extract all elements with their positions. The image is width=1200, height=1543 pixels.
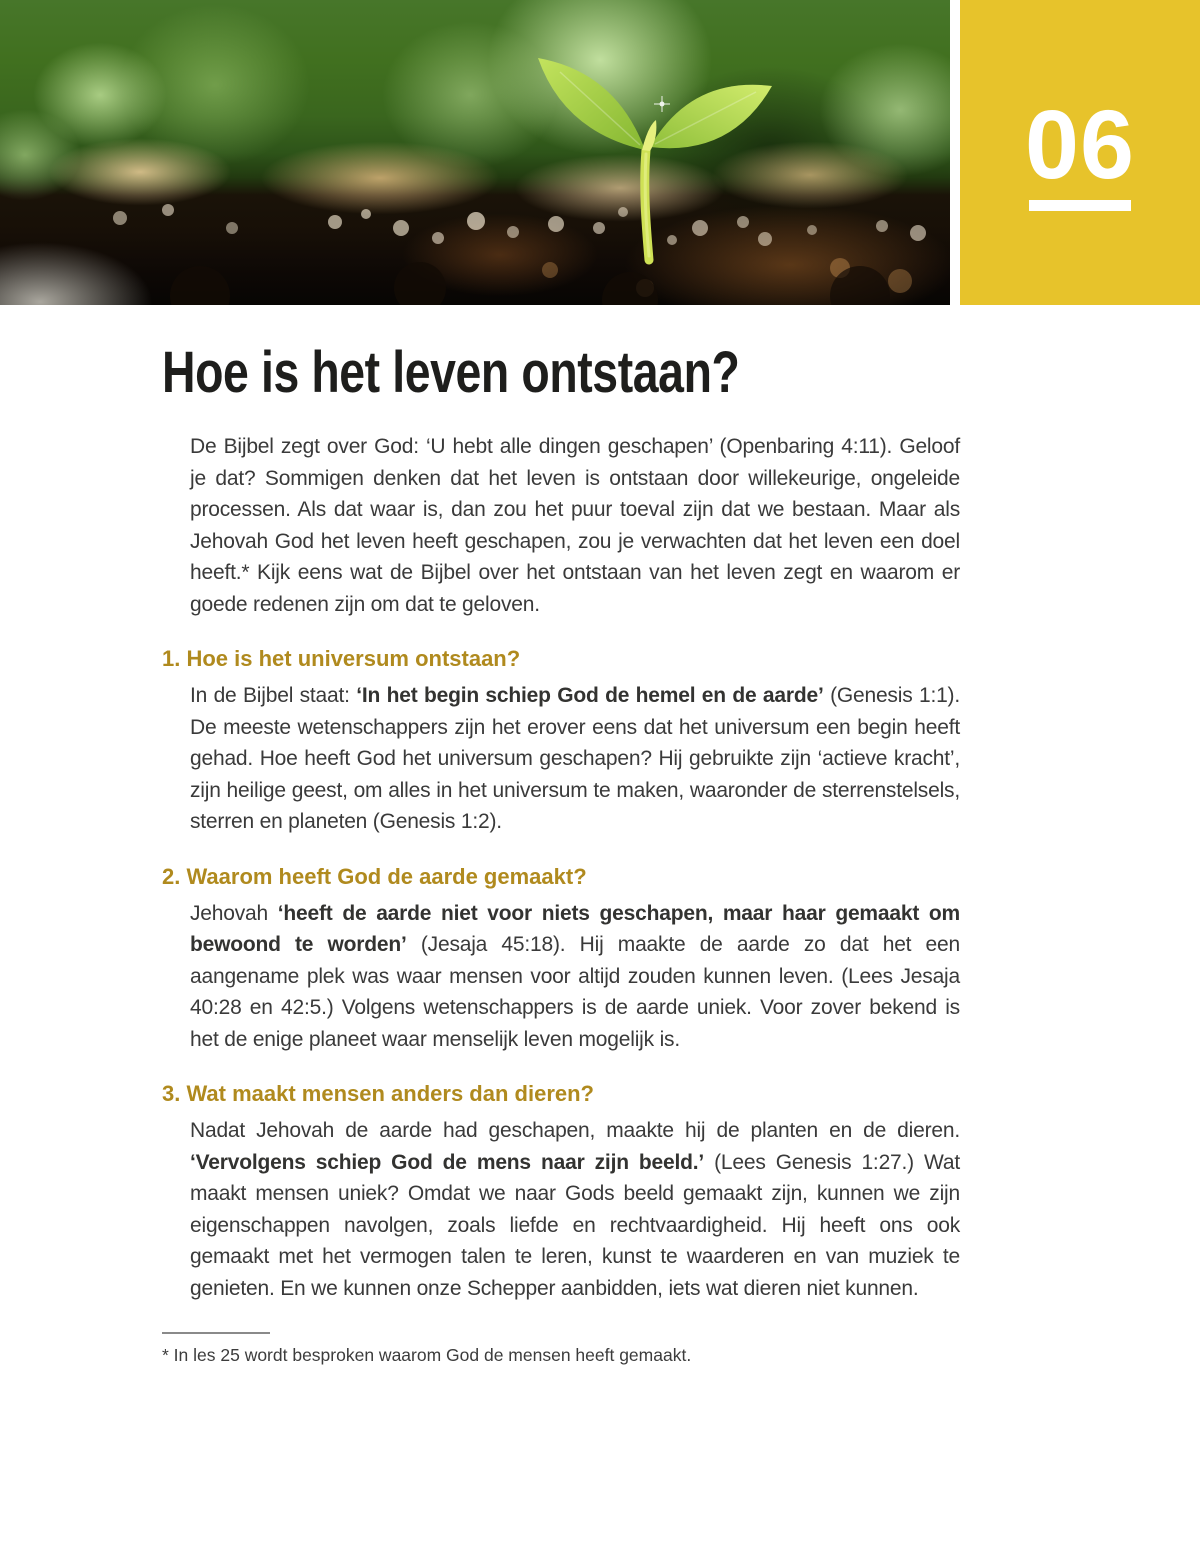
hero [0, 0, 1200, 305]
intro-paragraph: De Bijbel zegt over God: ‘U hebt alle dingen geschapen’ (Openbaring 4:11). Geloof je dat? Sommigen denken dat het leven is ontstaan door willekeurige, ongeleide processen. Als dat waar is, dan zou het puur toeval zijn dat we bestaan. Maar als Jehovah God het leven heeft geschapen, zou je verwachten dat het leven een doel heeft.* Kijk eens wat de Bijbel over het ontstaan van het leven zegt en waarom er goede redenen zijn om dat te geloven. [190, 435, 960, 616]
section-1-paragraph: In de Bijbel staat: ‘In het begin schiep God de hemel en de aarde’ (Genesis 1:1). De meeste wetenschappers zijn het erover eens dat het universum een begin heeft gehad. Hoe heeft God het universum geschapen? Hij gebruikte zijn ‘actieve kracht’, zijn heilige geest, om alles in het universum te maken, waaronder de sterrenstelsels, sterren en planeten (Genesis 1:2). [190, 684, 960, 833]
footnote-divider [162, 1332, 270, 1334]
section-1 [162, 645, 960, 838]
soil-clumps [170, 262, 890, 305]
footnote-text: * In les 25 wordt besproken waarom God de mensen heeft gemaakt. [162, 1345, 692, 1365]
lesson-number: 06 [1025, 90, 1135, 199]
section-3-heading: 3. Wat maakt mensen anders dan dieren? [162, 1081, 594, 1106]
lesson-number-underline [1029, 200, 1131, 211]
hero-photo-seedling [0, 0, 950, 305]
article [0, 305, 1200, 1367]
lesson-number-badge [960, 0, 1200, 305]
page-title: Hoe is het leven ontstaan? [162, 340, 740, 405]
light-glint [654, 96, 670, 112]
section-1-heading: 1. Hoe is het universum ontstaan? [162, 646, 521, 671]
section-2-heading: 2. Waarom heeft God de aarde gemaakt? [162, 863, 587, 889]
bokeh-dots [113, 204, 926, 246]
section-2-paragraph: Jehovah ‘heeft de aarde niet voor niets geschapen, maar haar gemaakt om bewoond te worden’ (Jesaja 45:18). Hij maakte de aarde zo dat het een aangename plek was waar mensen voor altijd zouden kunnen leven. (Lees Jesaja 40:28 en 42:5.) Volgens wetenschappers is de aarde uniek. Voor zover bekend is het de enige planeet waar menselijk leven mogelijk is. [190, 901, 960, 1051]
section-3 [162, 1080, 960, 1304]
seedling-leaf-right [650, 85, 772, 148]
seedling-illustration [0, 0, 950, 305]
section-2 [162, 863, 960, 1056]
section-3-paragraph: Nadat Jehovah de aarde had geschapen, maakte hij de planten en de dieren. ‘Vervolgens schiep God de mens naar zijn beeld.’ (Lees Genesis 1:27.) Wat maakt mensen uniek? Omdat we naar Gods beeld gemaakt zijn, kunnen we zijn eigenschappen navolgen, zoals liefde en rechtvaardigheid. Hij heeft ons ook gemaakt met het vermogen talen te leren, kunst te waarderen en van muziek te genieten. En we kunnen onze Schepper aanbidden, iets wat dieren niet kunnen. [190, 1119, 960, 1300]
seedling-leaf-left [538, 58, 645, 150]
